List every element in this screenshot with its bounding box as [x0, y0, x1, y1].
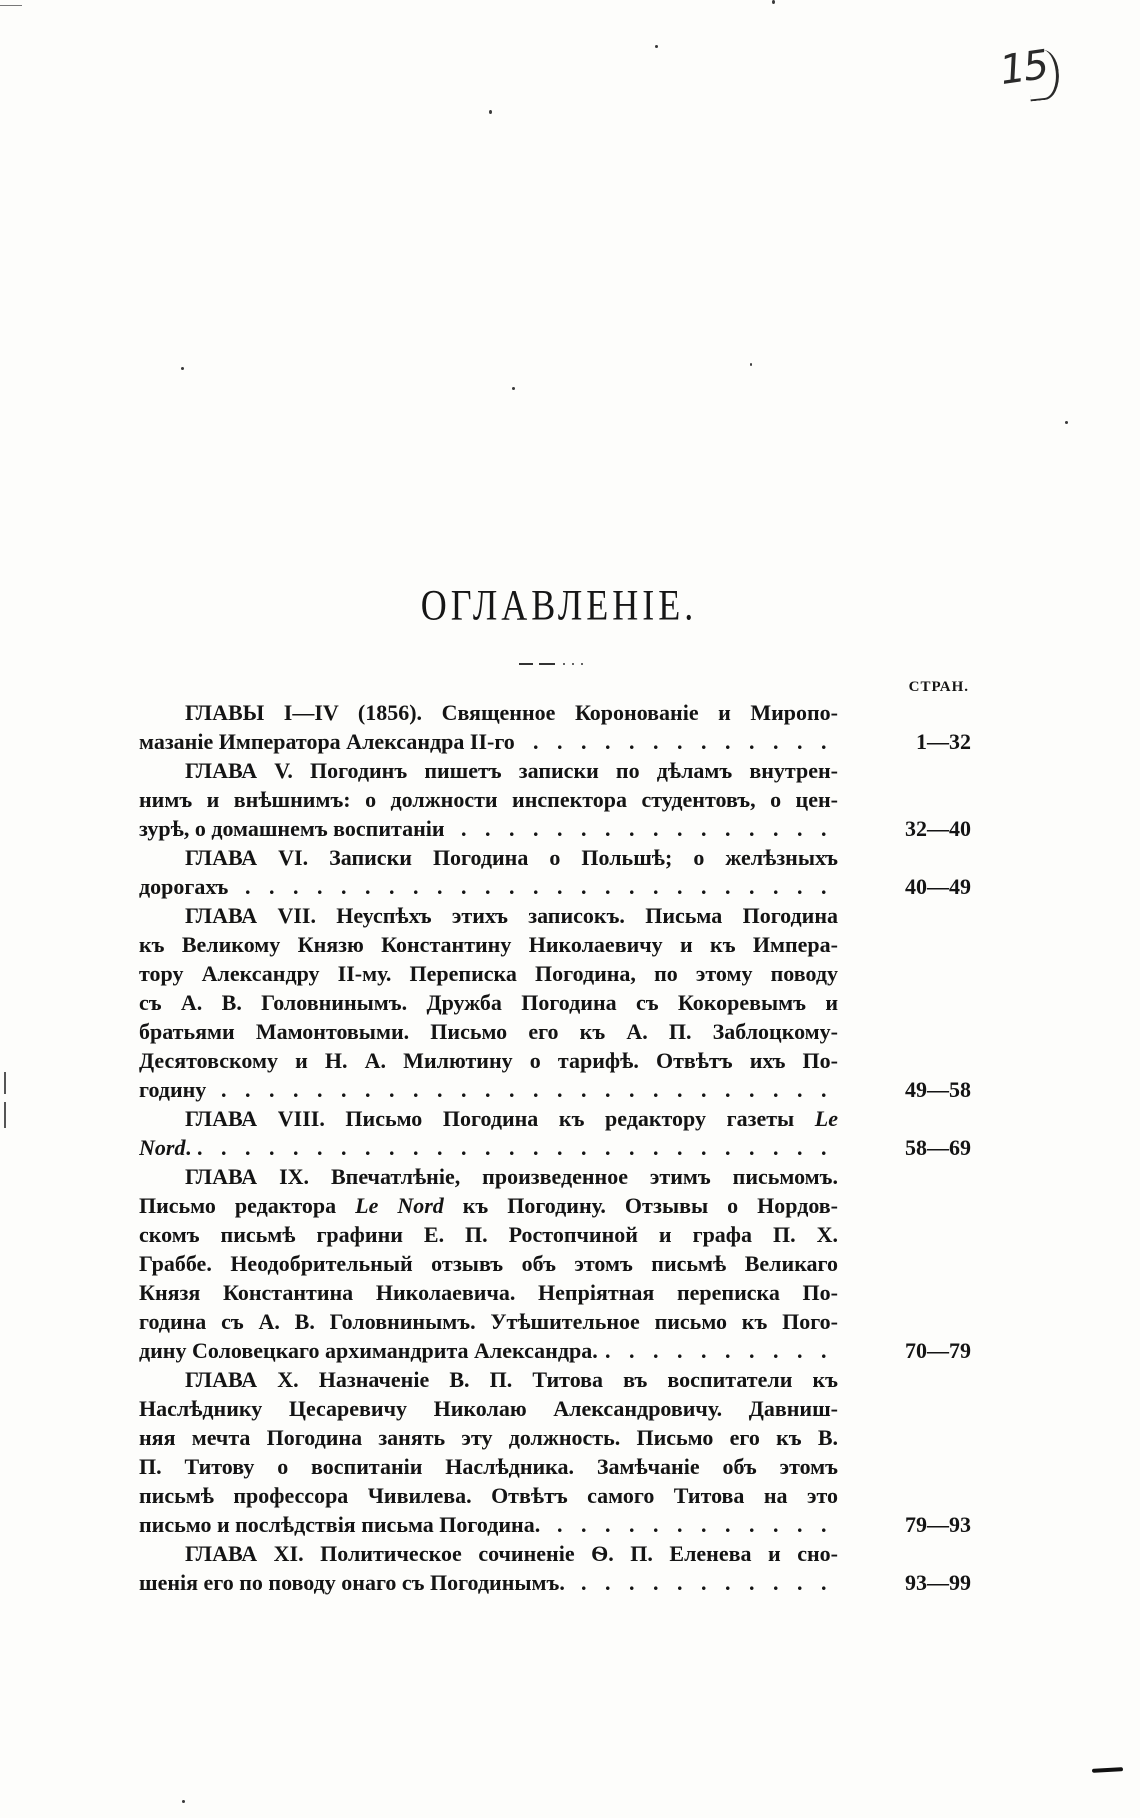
- toc-line-text: [139, 1191, 838, 1220]
- folio-number: 15: [997, 41, 1050, 95]
- toc-line: [139, 1278, 971, 1307]
- toc-line: [139, 1336, 971, 1365]
- scan-dash: [1092, 1767, 1123, 1773]
- toc-line-text: съ А. В. Головнинымъ. Дружба Погодина съ Кокоревымъ и: [139, 990, 838, 1015]
- toc-line: [139, 1075, 971, 1104]
- toc-line-text: [139, 1104, 838, 1133]
- text-segment: къ Погодину. Отзывы о Нордов-: [443, 1193, 838, 1218]
- dot-leader: [565, 1568, 838, 1597]
- title-ornament: [519, 663, 589, 667]
- toc-line: [139, 1481, 971, 1510]
- text-segment: .: [185, 1135, 191, 1160]
- toc-line-text: ГЛАВА X. Назначеніе В. П. Титова въ воспитатели къ: [185, 1367, 838, 1392]
- toc-line: [139, 1104, 971, 1133]
- page-range: 40—49: [905, 874, 971, 899]
- table-of-contents: [139, 698, 971, 1597]
- dot-leader: [191, 1133, 838, 1162]
- toc-line-text: година съ А. В. Головнинымъ. Утѣшительное письмо къ Пого-: [139, 1309, 838, 1334]
- toc-line: [139, 1452, 971, 1481]
- italic-title-segment: Le: [814, 1106, 838, 1131]
- toc-line: [139, 1017, 971, 1046]
- toc-line: [139, 1365, 971, 1394]
- toc-line-text: мазаніе Императора Александра II-го: [139, 729, 515, 754]
- page-range: 32—40: [905, 816, 971, 841]
- toc-line: [139, 1046, 971, 1075]
- toc-line: [139, 727, 971, 756]
- toc-line: [139, 1249, 971, 1278]
- toc-line: [139, 1510, 971, 1539]
- toc-line: [139, 843, 971, 872]
- toc-line-text: братьями Мамонтовыми. Письмо его къ А. П. Заблоцкому-: [139, 1019, 838, 1044]
- toc-line-text: скомъ письмѣ графини Е. П. Ростопчиной и графа П. Х.: [139, 1222, 838, 1247]
- toc-line-text: тору Александру II-му. Переписка Погодина, по этому поводу: [139, 961, 838, 986]
- toc-line-text: къ Великому Князю Константину Николаевичу и къ Импера-: [139, 932, 838, 957]
- scan-speck: [489, 110, 492, 114]
- toc-entry-chapters-1-4: [139, 698, 971, 756]
- scan-speck: [182, 1800, 185, 1803]
- toc-line-text: письмо и послѣдствія письма Погодина.: [139, 1512, 541, 1537]
- scan-speck: [181, 367, 184, 370]
- scan-speck: [1065, 421, 1068, 424]
- dot-leader: [228, 872, 838, 901]
- toc-line-text: Граббе. Неодобрительный отзывъ объ этомъ письмѣ Великаго: [139, 1251, 838, 1276]
- toc-line-text: Наслѣднику Цесаревичу Николаю Александровичу. Давниш-: [139, 1396, 838, 1421]
- toc-line-text: Десятовскому и Н. А. Милютину о тарифѣ. Отвѣтъ ихъ По-: [139, 1048, 838, 1073]
- toc-line: [139, 1394, 971, 1423]
- toc-line: [139, 756, 971, 785]
- toc-line: [139, 901, 971, 930]
- toc-line: [139, 988, 971, 1017]
- toc-line-text: няя мечта Погодина занять эту должность. Письмо его къ В.: [139, 1425, 838, 1450]
- italic-title-segment: Nord: [139, 1135, 186, 1160]
- toc-line-text: Князя Константина Николаевича. Непріятная переписка По-: [139, 1280, 838, 1305]
- scan-speck: [655, 45, 658, 48]
- toc-line-text: ГЛАВА VI. Записки Погодина о Польшѣ; о желѣзныхъ: [185, 845, 838, 870]
- italic-title-segment: Le Nord: [355, 1193, 444, 1218]
- toc-line: [139, 1162, 971, 1191]
- toc-line: [139, 930, 971, 959]
- scan-speck: [4, 1102, 6, 1128]
- toc-line: [139, 1191, 971, 1220]
- toc-entry-chapter-6: [139, 843, 971, 901]
- toc-line-text: дорогахъ: [139, 874, 229, 899]
- toc-entry-chapter-7: [139, 901, 971, 1104]
- page-range: 93—99: [905, 1570, 971, 1595]
- scan-speck: [4, 1072, 6, 1094]
- toc-line-text: ГЛАВА IX. Впечатлѣніе, произведенное этимъ письмомъ.: [185, 1164, 838, 1189]
- toc-line: [139, 814, 971, 843]
- toc-entry-chapter-9: [139, 1162, 971, 1365]
- dot-leader: [598, 1336, 838, 1365]
- page-range: 58—69: [905, 1135, 971, 1160]
- toc-line-text: ГЛАВА V. Погодинъ пишетъ записки по дѣламъ внутрен-: [185, 758, 838, 783]
- scan-speck: [512, 387, 515, 390]
- toc-line-text: ГЛАВЫ I—IV (1856). Священное Коронованіе и Миропо-: [185, 700, 838, 725]
- dot-leader: [206, 1075, 838, 1104]
- handwritten-folio-mark: [998, 40, 1068, 110]
- toc-line-text: ГЛАВА XI. Политическое сочиненіе Ѳ. П. Еленева и сно-: [185, 1541, 838, 1566]
- toc-line-text: П. Титову о воспитаніи Наслѣдника. Замѣчаніе объ этомъ: [139, 1454, 838, 1479]
- toc-line-text: ГЛАВА VII. Неуспѣхъ этихъ записокъ. Письма Погодина: [185, 903, 838, 928]
- toc-entry-chapter-5: [139, 756, 971, 843]
- toc-entry-chapter-8: [139, 1104, 971, 1162]
- toc-entry-chapter-10: [139, 1365, 971, 1539]
- scan-speck: [772, 0, 775, 4]
- page-range: 49—58: [905, 1077, 971, 1102]
- pages-column-header: СТРАН.: [908, 679, 969, 695]
- folio-circle-stroke: [1025, 49, 1061, 102]
- toc-entry-chapter-11: [139, 1539, 971, 1597]
- dot-leader: [540, 1510, 838, 1539]
- text-segment: ГЛАВА VIII. Письмо Погодина къ редактору газеты: [185, 1106, 815, 1131]
- toc-line-text: письмѣ профессора Чивилева. Отвѣтъ самого Титова на это: [139, 1483, 838, 1508]
- text-segment: Письмо редактора: [139, 1193, 356, 1218]
- page-title: ОГЛАВЛЕНІЕ.: [420, 581, 698, 629]
- page-range: 79—93: [905, 1512, 971, 1537]
- toc-line: [139, 1133, 971, 1162]
- toc-line: [139, 1220, 971, 1249]
- toc-line: [139, 785, 971, 814]
- scan-speck: [0, 5, 22, 6]
- dot-leader: [515, 727, 838, 756]
- toc-line: [139, 1423, 971, 1452]
- dot-leader: [445, 814, 838, 843]
- scan-speck: [750, 363, 752, 366]
- toc-line-text: годину: [139, 1077, 207, 1102]
- toc-line-text: шенія его по поводу онаго съ Погодинымъ.: [139, 1570, 565, 1595]
- toc-line: [139, 872, 971, 901]
- page-range: 1—32: [916, 729, 971, 754]
- toc-line-text: нимъ и внѣшнимъ: о должности инспектора студентовъ, о цен-: [139, 787, 838, 812]
- toc-line: [139, 698, 971, 727]
- toc-line: [139, 1539, 971, 1568]
- toc-line: [139, 1307, 971, 1336]
- page-range: 70—79: [905, 1338, 971, 1363]
- toc-line: [139, 959, 971, 988]
- toc-line-text: зурѣ, о домашнемъ воспитаніи: [139, 816, 445, 841]
- toc-line: [139, 1568, 971, 1597]
- toc-line-text: дину Соловецкаго архимандрита Александра.: [139, 1338, 598, 1363]
